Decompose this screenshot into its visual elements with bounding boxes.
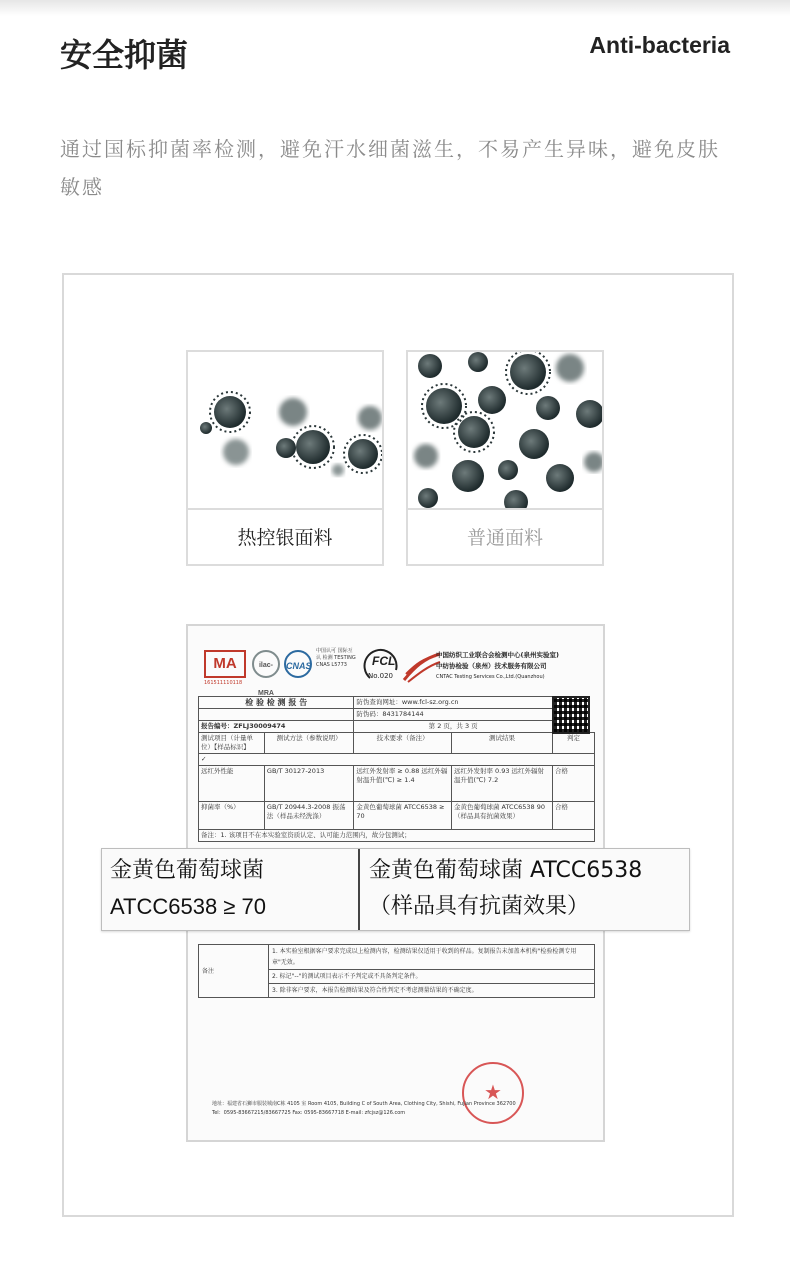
ilac-mra-logo: ilac-MRA bbox=[252, 650, 280, 678]
row2-result: 金黄色葡萄球菌 ATCC6538 90（样品具有抗菌效果） bbox=[451, 802, 552, 830]
row2-item: 抑菌率（%） bbox=[199, 802, 265, 830]
column-header-method: 测试方法（参数说明） bbox=[264, 733, 353, 754]
bacteria-dense-icon bbox=[408, 352, 602, 510]
row1-result: 远红外发射率 0.93 远红外辐射温升值(℃) 7.2 bbox=[451, 766, 552, 802]
comparison-card-normal bbox=[406, 350, 604, 566]
row2-method: GB/T 20944.3-2008 振荡法（样品未经洗涤） bbox=[264, 802, 353, 830]
page-count: 第 2 页，共 3 页 bbox=[354, 721, 553, 733]
report-header bbox=[202, 644, 592, 697]
note-2: 2. 标记"--"的测试项目表示不予判定或不具备判定条件。 bbox=[269, 970, 595, 984]
page-title-english: Anti-bacteria bbox=[589, 32, 730, 58]
row1-item: 远红外性能 bbox=[199, 766, 265, 802]
report-notes bbox=[198, 944, 595, 998]
callout-requirement-line1: 金黄色葡萄球菌 bbox=[110, 858, 265, 883]
bacteria-sparse-icon bbox=[188, 352, 382, 510]
note-1: 1. 本实验室根据客户要求完成以上检测内容，检测结果仅适用于收到的样品。复制报告未加盖本机构"检验检测专用章"无效。 bbox=[269, 945, 595, 970]
seal-star-icon: ★ bbox=[484, 1080, 502, 1104]
column-header-judgement: 判定 bbox=[553, 733, 595, 754]
org-name-english: CNTAC Testing Services Co.,Ltd.(Quanzhou) bbox=[436, 674, 545, 680]
report-number: 报告编号：ZFLJ30009474 bbox=[199, 721, 354, 733]
top-shadow-bar bbox=[0, 0, 790, 16]
organization-name bbox=[436, 650, 596, 683]
org-name-line2: 中纺协检验（泉州）技术服务有限公司 bbox=[436, 662, 547, 670]
report-table-title: 检 验 检 测 报 告 bbox=[199, 697, 354, 709]
column-header-result: 测试结果 bbox=[451, 733, 552, 754]
fcl-logo-text: FCL bbox=[372, 654, 396, 668]
callout-result-line1: 金黄色葡萄球菌 ATCC6538 bbox=[369, 858, 643, 883]
org-name-line1: 中国纺织工业联合会检测中心(泉州实验室) bbox=[436, 651, 559, 659]
notes-label: 备注 bbox=[199, 945, 269, 998]
verify-site: 防伪查询网址：www.fcl-sz.org.cn bbox=[354, 697, 553, 709]
row2-requirement: 金黄色葡萄球菌 ATCC6538 ≥ 70 bbox=[354, 802, 452, 830]
fcl-number: No.020 bbox=[368, 672, 393, 680]
result-callout bbox=[101, 848, 690, 931]
callout-requirement-line2: ATCC6538 ≥ 70 bbox=[110, 894, 266, 919]
note-3: 3. 除非客户要求，本报告检测结果及符合性判定不考虑测量结果的不确定度。 bbox=[269, 984, 595, 998]
bacteria-sparse-image bbox=[188, 352, 382, 510]
report-contact: Tel：0595-83667215/83667725 Fax: 0595-83667718 E-mail: zfcjsz@126.com bbox=[212, 1110, 406, 1116]
row1-judgement: 合格 bbox=[553, 766, 595, 802]
page-title: 安全抑菌 bbox=[60, 36, 189, 74]
cnas-logo: CNAS bbox=[284, 650, 312, 678]
cma-number: 161511110118 bbox=[204, 680, 243, 686]
bacteria-dense-image bbox=[408, 352, 602, 510]
feature-description: 通过国标抑菌率检测，避免汗水细菌滋生，不易产生异味，避免皮肤敏感 bbox=[60, 137, 720, 199]
cma-logo: MA bbox=[204, 650, 246, 678]
checkmark: ✓ bbox=[199, 754, 595, 766]
column-header-item: 测试项目（计量单位）【样品标识】 bbox=[199, 733, 265, 754]
treated-fabric-label: 热控银面料 bbox=[237, 527, 333, 549]
table-row bbox=[199, 766, 595, 802]
accreditation-text: 中国认可 国际互认 检测 TESTING CNAS L5773 bbox=[316, 648, 356, 668]
report-footer bbox=[212, 1100, 572, 1118]
qr-code bbox=[552, 696, 590, 734]
report-address: 地址：福建省石狮市服装城南C栋 4105 室 Room 4105, Building C of South Area, Clothing City, Shishi, Fujian Province 362700 bbox=[212, 1101, 516, 1107]
report-table bbox=[198, 696, 595, 842]
callout-result-line2: （样品具有抗菌效果） bbox=[369, 894, 590, 919]
verify-code: 防伪码：8431784144 bbox=[354, 709, 553, 721]
table-row bbox=[199, 802, 595, 830]
table-note: 备注：1. 该项目不在本实验室资质认定、认可能力范围内，故分包测试； bbox=[199, 830, 595, 842]
row1-requirement: 远红外发射率 ≥ 0.88 远红外辐射温升值(℃) ≥ 1.4 bbox=[354, 766, 452, 802]
comparison-card-treated bbox=[186, 350, 384, 566]
column-header-requirement: 技术要求（备注） bbox=[354, 733, 452, 754]
normal-fabric-label: 普通面料 bbox=[466, 527, 543, 549]
row2-judgement: 合格 bbox=[553, 802, 595, 830]
row1-method: GB/T 30127-2013 bbox=[264, 766, 353, 802]
